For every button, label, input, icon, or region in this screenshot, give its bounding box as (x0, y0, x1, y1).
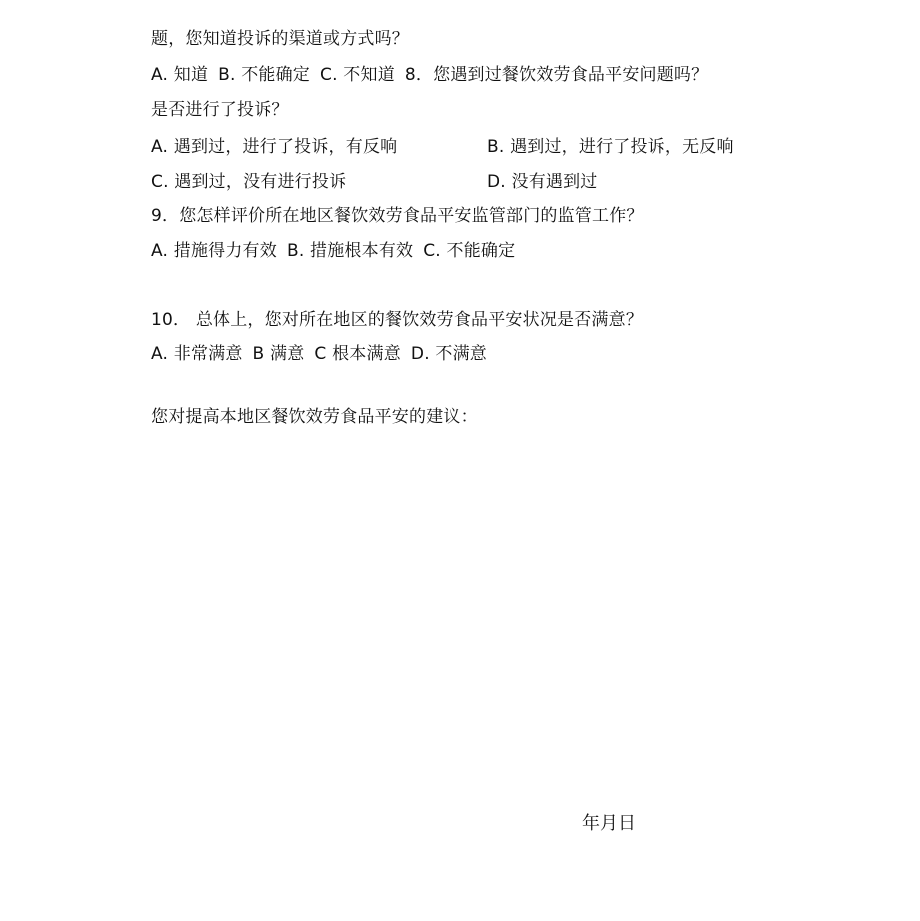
q8-option-c: C. 遇到过，没有进行投诉 (151, 172, 347, 192)
question-8-head: 8．您遇到过餐饮效劳食品平安问题吗？ (404, 65, 709, 85)
q10-option-c: C 根本满意 (314, 344, 401, 364)
question-9: 9．您怎样评价所在地区餐饮效劳食品平安监管部门的监管工作？ (151, 206, 644, 226)
q9-option-c: C. 不能确定 (423, 241, 516, 261)
q7-option-b: B. 不能确定 (218, 65, 311, 85)
q10-option-a: A. 非常满意 (151, 344, 243, 364)
question-7-options-line (151, 64, 708, 86)
q7-option-c: C. 不知道 (320, 65, 395, 85)
q8-option-b: B. 遇到过，进行了投诉，无反响 (487, 137, 734, 157)
date-label: 年月日 (582, 813, 636, 834)
q7-option-a: A. 知道 (151, 65, 209, 85)
q10-option-b: B 满意 (252, 344, 305, 364)
question-7-tail: 题，您知道投诉的渠道或方式吗？ (151, 29, 409, 49)
q10-option-d: D. 不满意 (410, 344, 488, 364)
question-10: 10． 总体上，您对所在地区的餐饮效劳食品平安状况是否满意？ (151, 310, 644, 330)
q8-option-a: A. 遇到过，进行了投诉，有反响 (151, 137, 398, 157)
question-10-options-line (151, 343, 487, 365)
q9-option-b: B. 措施根本有效 (286, 241, 414, 261)
suggestion-label: 您对提高本地区餐饮效劳食品平安的建议： (151, 407, 478, 427)
q9-option-a: A. 措施得力有效 (151, 241, 277, 261)
question-9-options-line (151, 240, 515, 262)
q8-option-d: D. 没有遇到过 (487, 172, 598, 192)
question-8-tail: 是否进行了投诉？ (151, 100, 289, 120)
